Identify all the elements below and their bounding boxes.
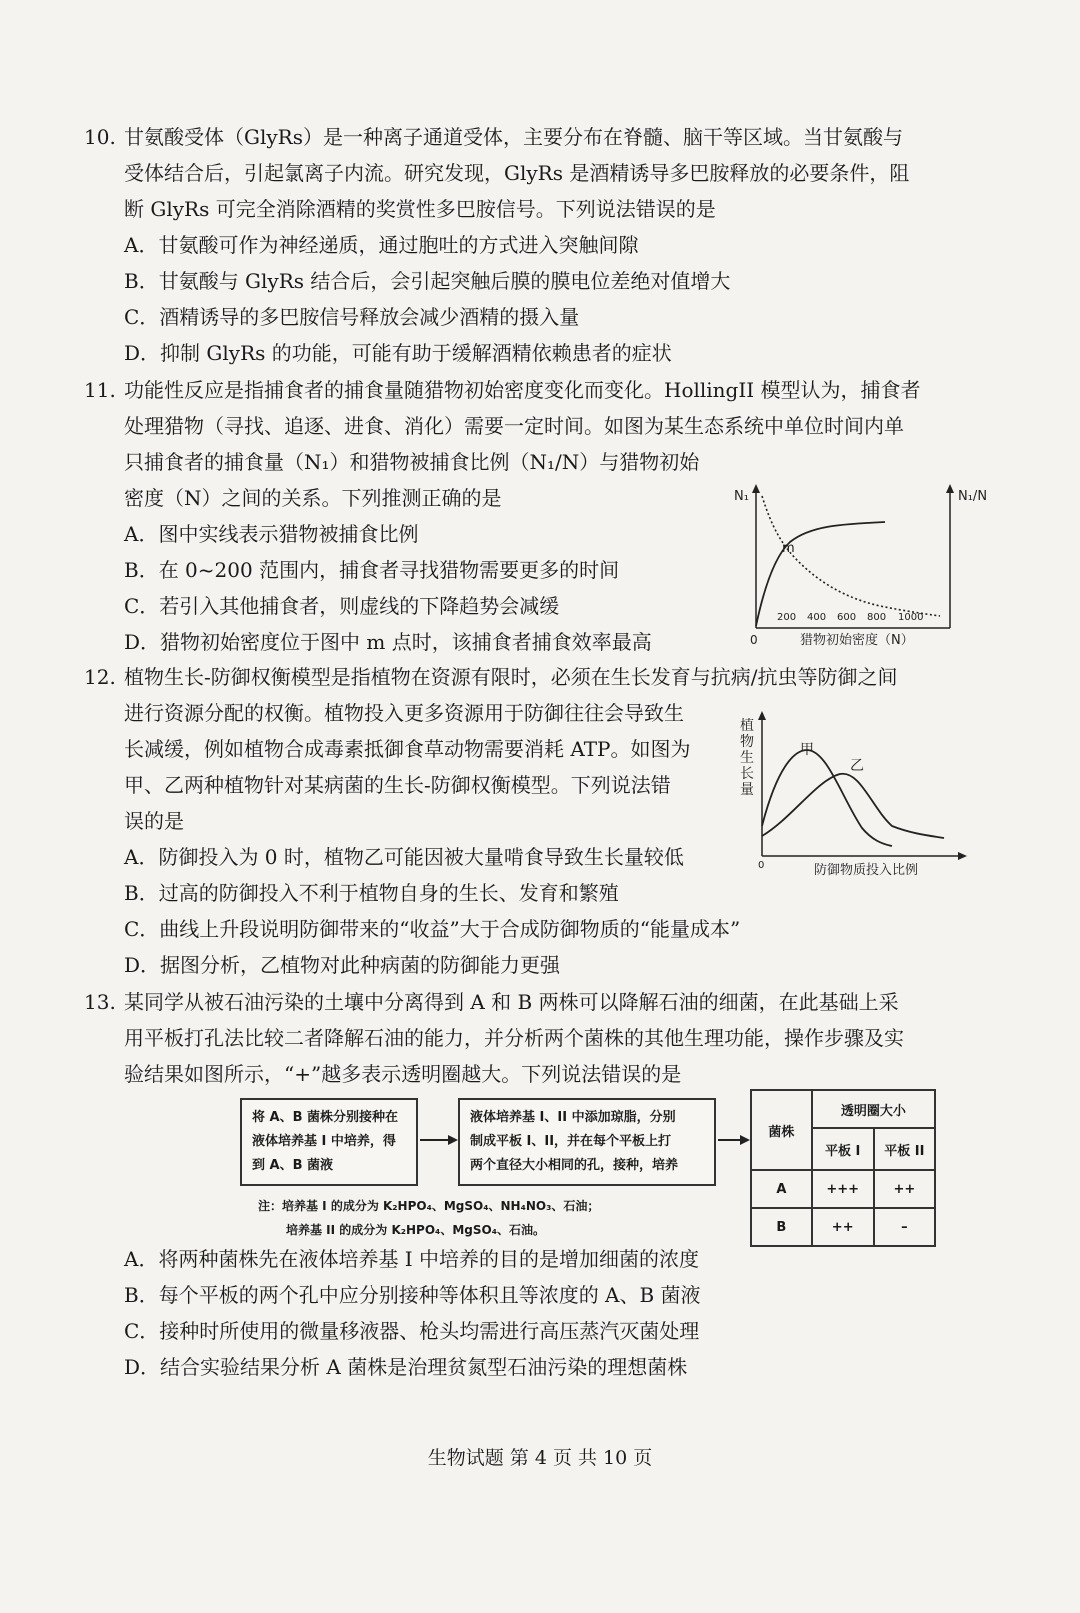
question-11-number: 11. <box>84 378 116 402</box>
question-13-option-a: A．将两种菌株先在液体培养基 I 中培养的目的是增加细菌的浓度 <box>124 1247 700 1271</box>
plate-1-header: 平板 I <box>812 1128 874 1170</box>
x-axis-arrow <box>958 852 967 860</box>
question-12-line: 进行资源分配的权衡。植物投入更多资源用于防御往往会导致生 <box>124 701 684 725</box>
growth-defense-figure <box>732 708 972 880</box>
question-13-line: 某同学从被石油污染的土壤中分离得到 A 和 B 两株可以降解石油的细菌，在此基础上采 <box>124 990 899 1014</box>
question-10-option-c: C．酒精诱导的多巴胺信号释放会减少酒精的摄入量 <box>124 305 580 329</box>
curve-jia-label: 甲 <box>800 742 814 758</box>
question-12-option-d: D．据图分析，乙植物对此种病菌的防御能力更强 <box>124 953 561 977</box>
curve-jia <box>762 750 892 846</box>
point-m-label: m <box>782 541 795 556</box>
plate-2-cell: – <box>874 1208 935 1246</box>
y-axis-title: 植物生长量 <box>740 718 754 798</box>
x-origin-label: 0 <box>750 633 758 647</box>
question-11-option-c: C．若引入其他捕食者，则虚线的下降趋势会减缓 <box>124 594 560 618</box>
question-11-option-b: B．在 0~200 范围内，捕食者寻找猎物需要更多的时间 <box>124 558 620 582</box>
x-tick-labels <box>777 612 923 623</box>
y-left-label: N₁ <box>734 489 749 504</box>
question-11-option-a: A．图中实线表示猎物被捕食比例 <box>124 522 419 546</box>
question-10-number: 10. <box>84 125 116 149</box>
x-tick-label: 400 <box>807 612 827 623</box>
question-13-number: 13. <box>84 990 116 1014</box>
question-13-option-d: D．结合实验结果分析 A 菌株是治理贫氮型石油污染的理想菌株 <box>124 1355 688 1379</box>
medium-note-line-2: 培养基 II 的成分为 K₂HPO₄、MgSO₄、石油。 <box>286 1223 545 1237</box>
x-tick-label: 600 <box>837 612 857 623</box>
question-13-line: 验结果如图所示，“+”越多表示透明圈越大。下列说法错误的是 <box>124 1062 682 1086</box>
question-10-line: 断 GlyRs 可完全消除酒精的奖赏性多巴胺信号。下列说法错误的是 <box>124 197 716 221</box>
x-tick-label: 200 <box>777 612 797 623</box>
step-one-line: 将 A、B 菌株分别接种在 <box>252 1110 399 1125</box>
question-13-line: 用平板打孔法比较二者降解石油的能力，并分析两个菌株的其他生理功能，操作步骤及实 <box>124 1026 904 1050</box>
plate-2-cell: ++ <box>874 1170 935 1208</box>
question-12-line: 误的是 <box>124 809 184 833</box>
page-footer: 生物试题 第 4 页 共 10 页 <box>427 1447 653 1469</box>
medium-note-line-1: 注：培养基 I 的成分为 K₂HPO₄、MgSO₄、NH₄NO₃、石油； <box>258 1199 600 1213</box>
question-12-line: 植物生长-防御权衡模型是指植物在资源有限时，必须在生长发育与抗病/抗虫等防御之间 <box>124 665 898 689</box>
step-two-box <box>458 1098 716 1186</box>
step-one-line: 到 A、B 菌液 <box>252 1158 334 1173</box>
step-two-line: 制成平板 I、II，并在每个平板上打 <box>470 1134 672 1149</box>
question-11-line: 只捕食者的捕食量（N₁）和猎物被捕食比例（N₁/N）与猎物初始 <box>124 450 700 474</box>
zone-size-header: 透明圈大小 <box>812 1090 935 1128</box>
capture-amount-curve <box>756 522 885 626</box>
plate-1-cell: ++ <box>812 1208 874 1246</box>
question-11-line: 功能性反应是指捕食者的捕食量随猎物初始密度变化而变化。HollingII 模型认为，捕食者 <box>124 378 921 402</box>
x-tick-label: 800 <box>867 612 887 623</box>
question-10-option-d: D．抑制 GlyRs 的功能，可能有助于缓解酒精依赖患者的症状 <box>124 341 672 365</box>
step-one-box <box>240 1098 418 1186</box>
question-12-option-c: C．曲线上升段说明防御带来的“收益”大于合成防御物质的“能量成本” <box>124 917 741 941</box>
x-axis-title: 防御物质投入比例 <box>814 863 919 878</box>
question-13-option-c: C．接种时所使用的微量移液器、枪头均需进行高压蒸汽灭菌处理 <box>124 1319 700 1343</box>
y-axis-arrow <box>758 711 766 720</box>
question-10-option-a: A．甘氨酸可作为神经递质，通过胞吐的方式进入突触间隙 <box>124 233 639 257</box>
y-right-label: N₁/N <box>958 489 988 504</box>
flow-arrow-1 <box>418 1130 460 1150</box>
step-two-line: 两个直径大小相同的孔，接种，培养 <box>470 1158 679 1173</box>
plate-2-header: 平板 II <box>874 1128 935 1170</box>
question-13-option-b: B．每个平板的两个孔中应分别接种等体积且等浓度的 A、B 菌液 <box>124 1283 701 1307</box>
x-axis-title: 猎物初始密度（N） <box>800 633 914 648</box>
question-11-line: 处理猎物（寻找、追逐、进食、消化）需要一定时间。如图为某生态系统中单位时间内单 <box>124 414 904 438</box>
plate-1-cell: +++ <box>812 1170 874 1208</box>
question-12-option-b: B．过高的防御投入不利于植物自身的生长、发育和繁殖 <box>124 881 619 905</box>
left-axis-arrow <box>752 484 760 493</box>
capture-ratio-curve <box>762 496 940 616</box>
strain-cell: A <box>751 1170 812 1208</box>
question-11-line: 密度（N）之间的关系。下列推测正确的是 <box>124 486 502 510</box>
x-origin-label: 0 <box>758 860 765 871</box>
question-12-line: 甲、乙两种植物针对某病菌的生长-防御权衡模型。下列说法错 <box>124 773 671 797</box>
question-12-number: 12. <box>84 665 116 689</box>
question-10-line: 受体结合后，引起氯离子内流。研究发现，GlyRs 是酒精诱导多巴胺释放的必要条件，阻 <box>124 161 910 185</box>
step-two-line: 液体培养基 I、II 中添加琼脂，分别 <box>470 1110 676 1125</box>
question-10-option-b: B．甘氨酸与 GlyRs 结合后，会引起突触后膜的膜电位差绝对值增大 <box>124 269 731 293</box>
question-11-option-d: D．猎物初始密度位于图中 m 点时，该捕食者捕食效率最高 <box>124 630 652 654</box>
results-table <box>750 1089 936 1247</box>
strain-header: 菌株 <box>751 1090 812 1170</box>
strain-cell: B <box>751 1208 812 1246</box>
question-12-option-a: A．防御投入为 0 时，植物乙可能因被大量啃食导致生长量较低 <box>124 845 684 869</box>
step-one-line: 液体培养基 I 中培养，得 <box>252 1134 396 1149</box>
question-10-line: 甘氨酸受体（GlyRs）是一种离子通道受体，主要分布在脊髓、脑干等区域。当甘氨酸与 <box>124 125 903 149</box>
question-12-line: 长减缓，例如植物合成毒素抵御食草动物需要消耗 ATP。如图为 <box>124 737 691 761</box>
right-axis-arrow <box>946 484 954 493</box>
flow-arrow-2 <box>716 1130 752 1150</box>
x-tick-label: 1000 <box>898 612 924 623</box>
table-row <box>751 1208 935 1246</box>
table-row <box>751 1170 935 1208</box>
curve-yi <box>762 774 944 838</box>
predation-figure <box>730 478 1020 660</box>
curve-yi-label: 乙 <box>850 758 864 774</box>
